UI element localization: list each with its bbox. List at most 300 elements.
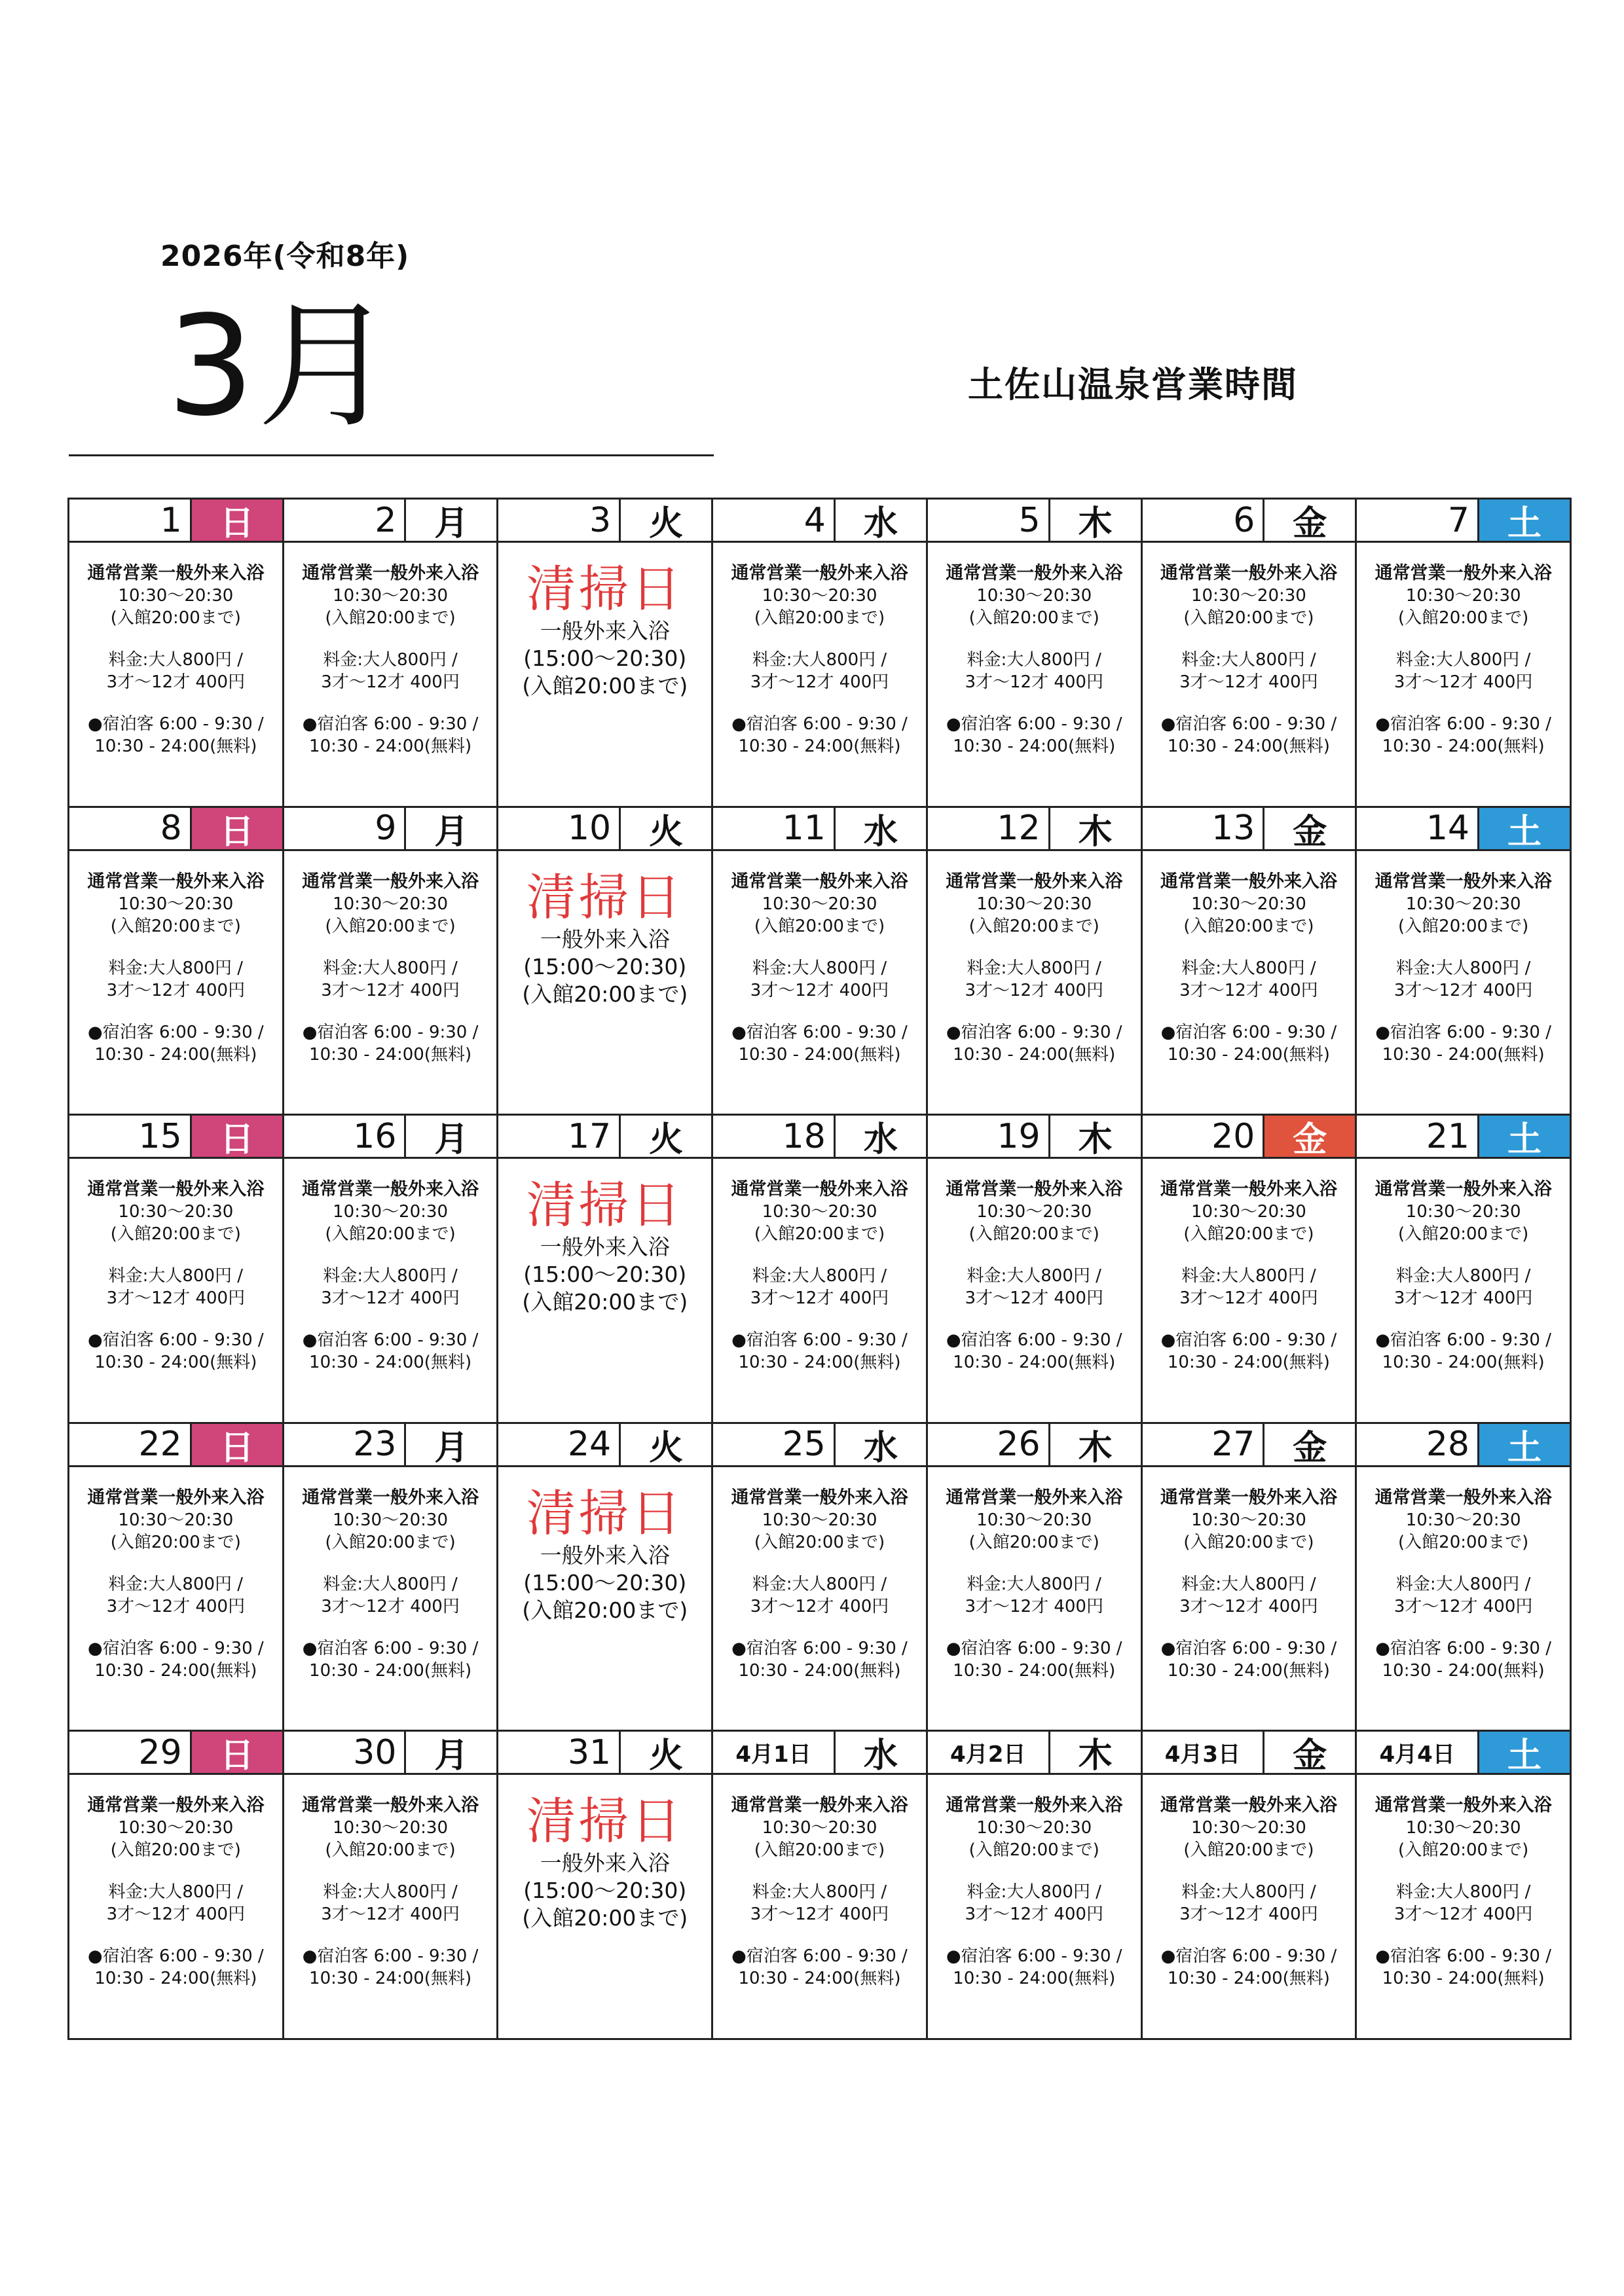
- last-entry: (入館20:00まで): [754, 1532, 885, 1552]
- price-adult: 料金:大人800円 /: [108, 1574, 244, 1594]
- hours-heading: 通常営業一般外来入浴: [946, 1179, 1123, 1200]
- hours-heading: 通常営業一般外来入浴: [731, 1487, 908, 1508]
- day-number: 4月1日: [713, 1732, 836, 1773]
- day-of-week: 土: [1479, 808, 1570, 849]
- guest-hours: ●宿泊客 6:00 - 9:30 /: [88, 1330, 264, 1351]
- hours-heading: 通常営業一般外来入浴: [87, 563, 265, 583]
- day-number: 8: [69, 808, 192, 849]
- day-of-week: 水: [863, 812, 898, 852]
- last-entry: (入館20:00まで): [969, 1224, 1099, 1245]
- day-of-week: 火: [649, 1120, 684, 1160]
- day-number: 10: [498, 808, 621, 849]
- day-number: 7: [1357, 500, 1479, 541]
- cleaning-day-title: 清掃日: [526, 1176, 684, 1235]
- guest-hours: ●宿泊客 6:00 - 9:30 /: [302, 1638, 479, 1658]
- cleaning-day-title: 清掃日: [526, 867, 684, 926]
- cleaning-bath-hours: (15:00～20:30): [523, 1569, 687, 1595]
- price-adult: 料金:大人800円 /: [752, 1882, 887, 1903]
- hours-info: [1357, 1467, 1570, 1730]
- hours-info: [1143, 543, 1356, 806]
- day-cell: [713, 808, 928, 1116]
- hours-heading: 通常営業一般外来入浴: [87, 1179, 265, 1200]
- guest-hours: ●宿泊客 6:00 - 9:30 /: [302, 1946, 479, 1967]
- last-entry: (入館20:00まで): [1398, 608, 1529, 628]
- hours-heading: 通常営業一般外来入浴: [1160, 1487, 1337, 1508]
- hours-time: 10:30～20:30: [1190, 1202, 1306, 1222]
- hours-time: 10:30～20:30: [762, 1202, 877, 1222]
- hours-time: 10:30～20:30: [333, 586, 448, 606]
- guest-hours-free: 10:30 - 24:00(無料): [1167, 1969, 1330, 1989]
- day-cell: [284, 1424, 499, 1732]
- cleaning-bath-label: 一般外来入浴: [540, 1850, 670, 1876]
- hours-time: 10:30～20:30: [118, 1818, 234, 1838]
- cleaning-day-info: [498, 1775, 711, 2038]
- last-entry: (入館20:00まで): [1398, 1224, 1529, 1245]
- day-cell: [1143, 1116, 1357, 1424]
- hours-info: [1143, 851, 1356, 1114]
- hours-info: [928, 1159, 1141, 1422]
- day-header: [713, 1732, 926, 1775]
- price-adult: 料金:大人800円 /: [967, 958, 1101, 978]
- day-cell: [284, 1116, 499, 1424]
- guest-hours-free: 10:30 - 24:00(無料): [1167, 737, 1330, 756]
- last-entry: (入館20:00まで): [110, 1532, 241, 1552]
- price-child: 3才～12才 400円: [1393, 1596, 1533, 1616]
- day-of-week: 金: [1293, 1428, 1327, 1468]
- price-adult: 料金:大人800円 /: [323, 1266, 458, 1286]
- day-cell: [69, 808, 284, 1116]
- day-of-week: 土: [1479, 1424, 1570, 1465]
- cleaning-last-entry: (入館20:00まで): [522, 1289, 688, 1315]
- cleaning-bath-hours: (15:00～20:30): [523, 953, 687, 979]
- price-adult: 料金:大人800円 /: [1395, 958, 1531, 978]
- cleaning-bath-hours: (15:00～20:30): [523, 1262, 687, 1288]
- day-cell: [284, 1732, 499, 2040]
- guest-hours: ●宿泊客 6:00 - 9:30 /: [946, 1638, 1122, 1658]
- day-of-week: 木: [1078, 504, 1113, 543]
- day-number: 4月3日: [1143, 1732, 1265, 1773]
- cleaning-last-entry: (入館20:00まで): [522, 981, 688, 1007]
- day-header: [498, 1424, 711, 1467]
- last-entry: (入館20:00まで): [325, 1532, 456, 1552]
- cleaning-day-info: [498, 1159, 711, 1422]
- day-header: [713, 808, 926, 851]
- hours-time: 10:30～20:30: [118, 586, 234, 606]
- hours-info: [284, 1159, 497, 1422]
- hours-time: 10:30～20:30: [762, 586, 877, 606]
- guest-hours: ●宿泊客 6:00 - 9:30 /: [1375, 1330, 1551, 1351]
- cleaning-day-info: [498, 543, 711, 806]
- guest-hours: ●宿泊客 6:00 - 9:30 /: [1375, 1022, 1551, 1042]
- guest-hours: ●宿泊客 6:00 - 9:30 /: [731, 714, 908, 734]
- hours-time: 10:30～20:30: [118, 1202, 234, 1222]
- day-number: 9: [284, 808, 407, 849]
- guest-hours-free: 10:30 - 24:00(無料): [309, 1660, 472, 1681]
- cleaning-bath-label: 一般外来入浴: [540, 1542, 670, 1568]
- hours-heading: 通常営業一般外来入浴: [302, 871, 479, 892]
- hours-heading: 通常営業一般外来入浴: [302, 1795, 479, 1816]
- guest-hours-free: 10:30 - 24:00(無料): [738, 1044, 901, 1065]
- hours-info: [284, 851, 497, 1114]
- guest-hours-free: 10:30 - 24:00(無料): [1167, 1353, 1330, 1373]
- last-entry: (入館20:00まで): [325, 916, 456, 936]
- guest-hours-free: 10:30 - 24:00(無料): [1382, 1044, 1545, 1065]
- day-header: [284, 1424, 497, 1467]
- day-cell: [713, 1116, 928, 1424]
- hours-time: 10:30～20:30: [1405, 1510, 1521, 1530]
- day-of-week: 金: [1293, 812, 1327, 852]
- hours-heading: 通常営業一般外来入浴: [946, 871, 1123, 892]
- hours-info: [928, 543, 1141, 806]
- hours-info: [1357, 1159, 1570, 1422]
- hours-heading: 通常営業一般外来入浴: [731, 563, 908, 583]
- day-header: [713, 1116, 926, 1159]
- hours-info: [69, 1467, 282, 1730]
- day-of-week: 水: [863, 1428, 898, 1468]
- cleaning-day-title: 清掃日: [526, 560, 684, 618]
- price-child: 3才～12才 400円: [1179, 672, 1318, 692]
- hours-info: [713, 1467, 926, 1730]
- day-of-week: 土: [1479, 500, 1570, 541]
- hours-info: [928, 851, 1141, 1114]
- price-child: 3才～12才 400円: [321, 980, 460, 1000]
- year-label: 2026年(令和8年): [160, 240, 410, 273]
- price-adult: 料金:大人800円 /: [752, 958, 887, 978]
- guest-hours-free: 10:30 - 24:00(無料): [953, 1044, 1116, 1065]
- cleaning-last-entry: (入館20:00まで): [522, 673, 688, 699]
- price-child: 3才～12才 400円: [1393, 980, 1533, 1000]
- day-of-week: 木: [1078, 1736, 1113, 1776]
- day-cell: [928, 1424, 1143, 1732]
- price-adult: 料金:大人800円 /: [1395, 1574, 1531, 1594]
- guest-hours: ●宿泊客 6:00 - 9:30 /: [88, 1638, 264, 1658]
- hours-time: 10:30～20:30: [118, 1510, 234, 1530]
- day-cell: [928, 1732, 1143, 2040]
- guest-hours-free: 10:30 - 24:00(無料): [953, 737, 1116, 756]
- day-cell: [69, 1424, 284, 1732]
- guest-hours: ●宿泊客 6:00 - 9:30 /: [731, 1638, 908, 1658]
- hours-time: 10:30～20:30: [1405, 1818, 1521, 1838]
- hours-info: [284, 1467, 497, 1730]
- price-adult: 料金:大人800円 /: [752, 1266, 887, 1286]
- day-of-week: 月: [434, 812, 469, 852]
- day-cell: [1357, 500, 1572, 808]
- day-of-week: 木: [1078, 812, 1113, 852]
- cleaning-day-info: [498, 851, 711, 1114]
- hours-time: 10:30～20:30: [1405, 1202, 1521, 1222]
- day-header: [69, 1424, 282, 1467]
- day-of-week: 日: [192, 1116, 282, 1157]
- hours-info: [1143, 1775, 1356, 2038]
- day-header: [284, 1732, 497, 1775]
- hours-info: [928, 1775, 1141, 2038]
- guest-hours-free: 10:30 - 24:00(無料): [1167, 1044, 1330, 1065]
- day-header: [498, 1116, 711, 1159]
- guest-hours: ●宿泊客 6:00 - 9:30 /: [731, 1022, 908, 1042]
- price-child: 3才～12才 400円: [106, 672, 246, 692]
- price-child: 3才～12才 400円: [965, 980, 1103, 1000]
- guest-hours: ●宿泊客 6:00 - 9:30 /: [1375, 1946, 1551, 1967]
- day-number: 21: [1357, 1116, 1479, 1157]
- day-number: 11: [713, 808, 836, 849]
- guest-hours: ●宿泊客 6:00 - 9:30 /: [1375, 1638, 1551, 1658]
- day-of-week: 日: [192, 1424, 282, 1465]
- day-cell: [498, 1424, 713, 1732]
- day-of-week: 土: [1479, 1116, 1570, 1157]
- last-entry: (入館20:00まで): [110, 1224, 241, 1245]
- guest-hours: ●宿泊客 6:00 - 9:30 /: [1160, 1638, 1337, 1658]
- guest-hours-free: 10:30 - 24:00(無料): [94, 1969, 257, 1989]
- last-entry: (入館20:00まで): [325, 1224, 456, 1245]
- day-cell: [1143, 500, 1357, 808]
- day-number: 13: [1143, 808, 1265, 849]
- hours-heading: 通常営業一般外来入浴: [946, 563, 1123, 583]
- day-header: [1143, 808, 1356, 851]
- guest-hours-free: 10:30 - 24:00(無料): [1382, 1969, 1545, 1989]
- price-adult: 料金:大人800円 /: [1395, 1266, 1531, 1286]
- guest-hours-free: 10:30 - 24:00(無料): [94, 737, 257, 756]
- last-entry: (入館20:00まで): [1183, 1224, 1314, 1245]
- day-of-week: 火: [649, 504, 684, 543]
- day-number: 22: [69, 1424, 192, 1465]
- hours-heading: 通常営業一般外来入浴: [1375, 1179, 1552, 1200]
- guest-hours-free: 10:30 - 24:00(無料): [94, 1044, 257, 1065]
- price-child: 3才～12才 400円: [965, 672, 1103, 692]
- day-number: 26: [928, 1424, 1050, 1465]
- day-number: 19: [928, 1116, 1050, 1157]
- last-entry: (入館20:00まで): [754, 1224, 885, 1245]
- day-header: [1357, 1116, 1570, 1159]
- day-of-week: 水: [863, 1120, 898, 1160]
- day-header: [69, 1116, 282, 1159]
- hours-time: 10:30～20:30: [333, 894, 448, 914]
- hours-heading: 通常営業一般外来入浴: [1375, 563, 1552, 583]
- day-number: 17: [498, 1116, 621, 1157]
- day-cell: [1357, 1732, 1572, 2040]
- last-entry: (入館20:00まで): [110, 1840, 241, 1861]
- price-child: 3才～12才 400円: [965, 1596, 1103, 1616]
- day-cell: [713, 500, 928, 808]
- price-adult: 料金:大人800円 /: [752, 650, 887, 670]
- hours-info: [928, 1467, 1141, 1730]
- guest-hours: ●宿泊客 6:00 - 9:30 /: [1375, 714, 1551, 734]
- day-of-week: 金: [1293, 1736, 1327, 1776]
- day-number: 4月2日: [928, 1732, 1050, 1773]
- price-adult: 料金:大人800円 /: [967, 650, 1101, 670]
- hours-info: [713, 543, 926, 806]
- day-of-week: 日: [192, 808, 282, 849]
- price-child: 3才～12才 400円: [321, 1904, 460, 1925]
- guest-hours: ●宿泊客 6:00 - 9:30 /: [946, 1946, 1122, 1967]
- day-cell: [284, 500, 499, 808]
- guest-hours: ●宿泊客 6:00 - 9:30 /: [88, 714, 264, 734]
- day-header: [928, 1424, 1141, 1467]
- guest-hours-free: 10:30 - 24:00(無料): [738, 1353, 901, 1373]
- day-header: [1143, 500, 1356, 543]
- price-adult: 料金:大人800円 /: [323, 650, 458, 670]
- hours-heading: 通常営業一般外来入浴: [1160, 1795, 1337, 1816]
- hours-info: [713, 1775, 926, 2038]
- hours-heading: 通常営業一般外来入浴: [946, 1487, 1123, 1508]
- day-number: 27: [1143, 1424, 1265, 1465]
- guest-hours: ●宿泊客 6:00 - 9:30 /: [731, 1330, 908, 1351]
- price-adult: 料金:大人800円 /: [967, 1574, 1101, 1594]
- day-number: 3: [498, 500, 621, 541]
- day-number: 12: [928, 808, 1050, 849]
- day-header: [928, 1116, 1141, 1159]
- guest-hours: ●宿泊客 6:00 - 9:30 /: [1160, 1946, 1337, 1967]
- day-of-week: 水: [863, 1736, 898, 1776]
- hours-time: 10:30～20:30: [976, 586, 1092, 606]
- day-number: 18: [713, 1116, 836, 1157]
- day-cell: [69, 500, 284, 808]
- day-number: 24: [498, 1424, 621, 1465]
- day-number: 30: [284, 1732, 407, 1773]
- hours-time: 10:30～20:30: [1190, 1510, 1306, 1530]
- price-child: 3才～12才 400円: [965, 1288, 1103, 1309]
- price-adult: 料金:大人800円 /: [108, 1266, 244, 1286]
- hours-info: [69, 851, 282, 1114]
- guest-hours: ●宿泊客 6:00 - 9:30 /: [302, 1022, 479, 1042]
- day-header: [284, 1116, 497, 1159]
- day-cell: [713, 1732, 928, 2040]
- guest-hours: ●宿泊客 6:00 - 9:30 /: [88, 1022, 264, 1042]
- price-adult: 料金:大人800円 /: [108, 958, 244, 978]
- price-child: 3才～12才 400円: [1179, 1288, 1318, 1309]
- last-entry: (入館20:00まで): [1398, 1532, 1529, 1552]
- hours-time: 10:30～20:30: [118, 894, 234, 914]
- hours-info: [69, 543, 282, 806]
- guest-hours-free: 10:30 - 24:00(無料): [94, 1353, 257, 1373]
- last-entry: (入館20:00まで): [969, 916, 1099, 936]
- day-header: [1143, 1424, 1356, 1467]
- guest-hours: ●宿泊客 6:00 - 9:30 /: [946, 1022, 1122, 1042]
- day-header: [284, 808, 497, 851]
- day-cell: [498, 808, 713, 1116]
- hours-heading: 通常営業一般外来入浴: [87, 871, 265, 892]
- day-of-week: 日: [192, 1732, 282, 1773]
- hours-time: 10:30～20:30: [333, 1818, 448, 1838]
- cleaning-bath-hours: (15:00～20:30): [523, 1878, 687, 1904]
- day-header: [713, 1424, 926, 1467]
- price-child: 3才～12才 400円: [750, 980, 889, 1000]
- day-number: 6: [1143, 500, 1265, 541]
- price-adult: 料金:大人800円 /: [323, 958, 458, 978]
- last-entry: (入館20:00まで): [1183, 1840, 1314, 1861]
- guest-hours: ●宿泊客 6:00 - 9:30 /: [1160, 1022, 1337, 1042]
- guest-hours-free: 10:30 - 24:00(無料): [309, 1044, 472, 1065]
- hours-time: 10:30～20:30: [1190, 894, 1306, 914]
- price-child: 3才～12才 400円: [750, 1904, 889, 1925]
- day-of-week: 水: [863, 504, 898, 543]
- day-of-week: 火: [649, 1428, 684, 1468]
- hours-heading: 通常営業一般外来入浴: [1375, 871, 1552, 892]
- day-cell: [928, 808, 1143, 1116]
- day-header: [284, 500, 497, 543]
- cleaning-day-title: 清掃日: [526, 1792, 684, 1851]
- hours-heading: 通常営業一般外来入浴: [1160, 871, 1337, 892]
- price-child: 3才～12才 400円: [750, 1288, 889, 1309]
- day-header: [498, 1732, 711, 1775]
- hours-info: [1357, 543, 1570, 806]
- hours-heading: 通常営業一般外来入浴: [1160, 563, 1337, 583]
- hours-time: 10:30～20:30: [762, 894, 877, 914]
- price-adult: 料金:大人800円 /: [323, 1882, 458, 1903]
- last-entry: (入館20:00まで): [754, 916, 885, 936]
- day-cell: [498, 1116, 713, 1424]
- hours-time: 10:30～20:30: [1405, 586, 1521, 606]
- guest-hours: ●宿泊客 6:00 - 9:30 /: [946, 714, 1122, 734]
- price-adult: 料金:大人800円 /: [1181, 1574, 1316, 1594]
- day-header: [928, 1732, 1141, 1775]
- hours-heading: 通常営業一般外来入浴: [731, 871, 908, 892]
- day-number: 20: [1143, 1116, 1265, 1157]
- day-number: 1: [69, 500, 192, 541]
- hours-time: 10:30～20:30: [1405, 894, 1521, 914]
- day-number: 23: [284, 1424, 407, 1465]
- guest-hours: ●宿泊客 6:00 - 9:30 /: [1160, 1330, 1337, 1351]
- hours-info: [284, 1775, 497, 2038]
- hours-time: 10:30～20:30: [976, 1818, 1092, 1838]
- day-of-week: 木: [1078, 1120, 1113, 1160]
- day-number: 2: [284, 500, 407, 541]
- guest-hours-free: 10:30 - 24:00(無料): [1382, 737, 1545, 756]
- price-adult: 料金:大人800円 /: [1181, 1882, 1316, 1903]
- day-number: 4月4日: [1357, 1732, 1479, 1773]
- guest-hours: ●宿泊客 6:00 - 9:30 /: [731, 1946, 908, 1967]
- hours-info: [1143, 1159, 1356, 1422]
- hours-info: [69, 1775, 282, 2038]
- last-entry: (入館20:00まで): [1183, 608, 1314, 628]
- hours-heading: 通常営業一般外来入浴: [731, 1795, 908, 1816]
- hours-heading: 通常営業一般外来入浴: [302, 1179, 479, 1200]
- last-entry: (入館20:00まで): [969, 1840, 1099, 1861]
- price-adult: 料金:大人800円 /: [1395, 650, 1531, 670]
- guest-hours-free: 10:30 - 24:00(無料): [953, 1353, 1116, 1373]
- price-child: 3才～12才 400円: [106, 980, 246, 1000]
- last-entry: (入館20:00まで): [325, 1840, 456, 1861]
- hours-time: 10:30～20:30: [762, 1510, 877, 1530]
- guest-hours-free: 10:30 - 24:00(無料): [309, 737, 472, 756]
- last-entry: (入館20:00まで): [754, 608, 885, 628]
- cleaning-last-entry: (入館20:00まで): [522, 1905, 688, 1931]
- price-child: 3才～12才 400円: [1393, 1288, 1533, 1309]
- cleaning-bath-label: 一般外来入浴: [540, 1234, 670, 1260]
- cleaning-bath-label: 一般外来入浴: [540, 926, 670, 952]
- day-header: [498, 808, 711, 851]
- day-of-week: 月: [434, 1120, 469, 1160]
- day-cell: [1357, 1116, 1572, 1424]
- hours-heading: 通常営業一般外来入浴: [731, 1179, 908, 1200]
- price-adult: 料金:大人800円 /: [108, 650, 244, 670]
- price-child: 3才～12才 400円: [1393, 1904, 1533, 1925]
- day-header: [69, 808, 282, 851]
- day-header: [69, 1732, 282, 1775]
- last-entry: (入館20:00まで): [1398, 1840, 1529, 1861]
- last-entry: (入館20:00まで): [1183, 1532, 1314, 1552]
- last-entry: (入館20:00まで): [1183, 916, 1314, 936]
- day-header: [1357, 808, 1570, 851]
- day-header: [1143, 1116, 1356, 1159]
- day-header: [928, 500, 1141, 543]
- day-header: [69, 500, 282, 543]
- day-number: 16: [284, 1116, 407, 1157]
- price-child: 3才～12才 400円: [1179, 980, 1318, 1000]
- day-cell: [284, 808, 499, 1116]
- guest-hours: ●宿泊客 6:00 - 9:30 /: [88, 1946, 264, 1967]
- hours-time: 10:30～20:30: [976, 1510, 1092, 1530]
- price-child: 3才～12才 400円: [106, 1288, 246, 1309]
